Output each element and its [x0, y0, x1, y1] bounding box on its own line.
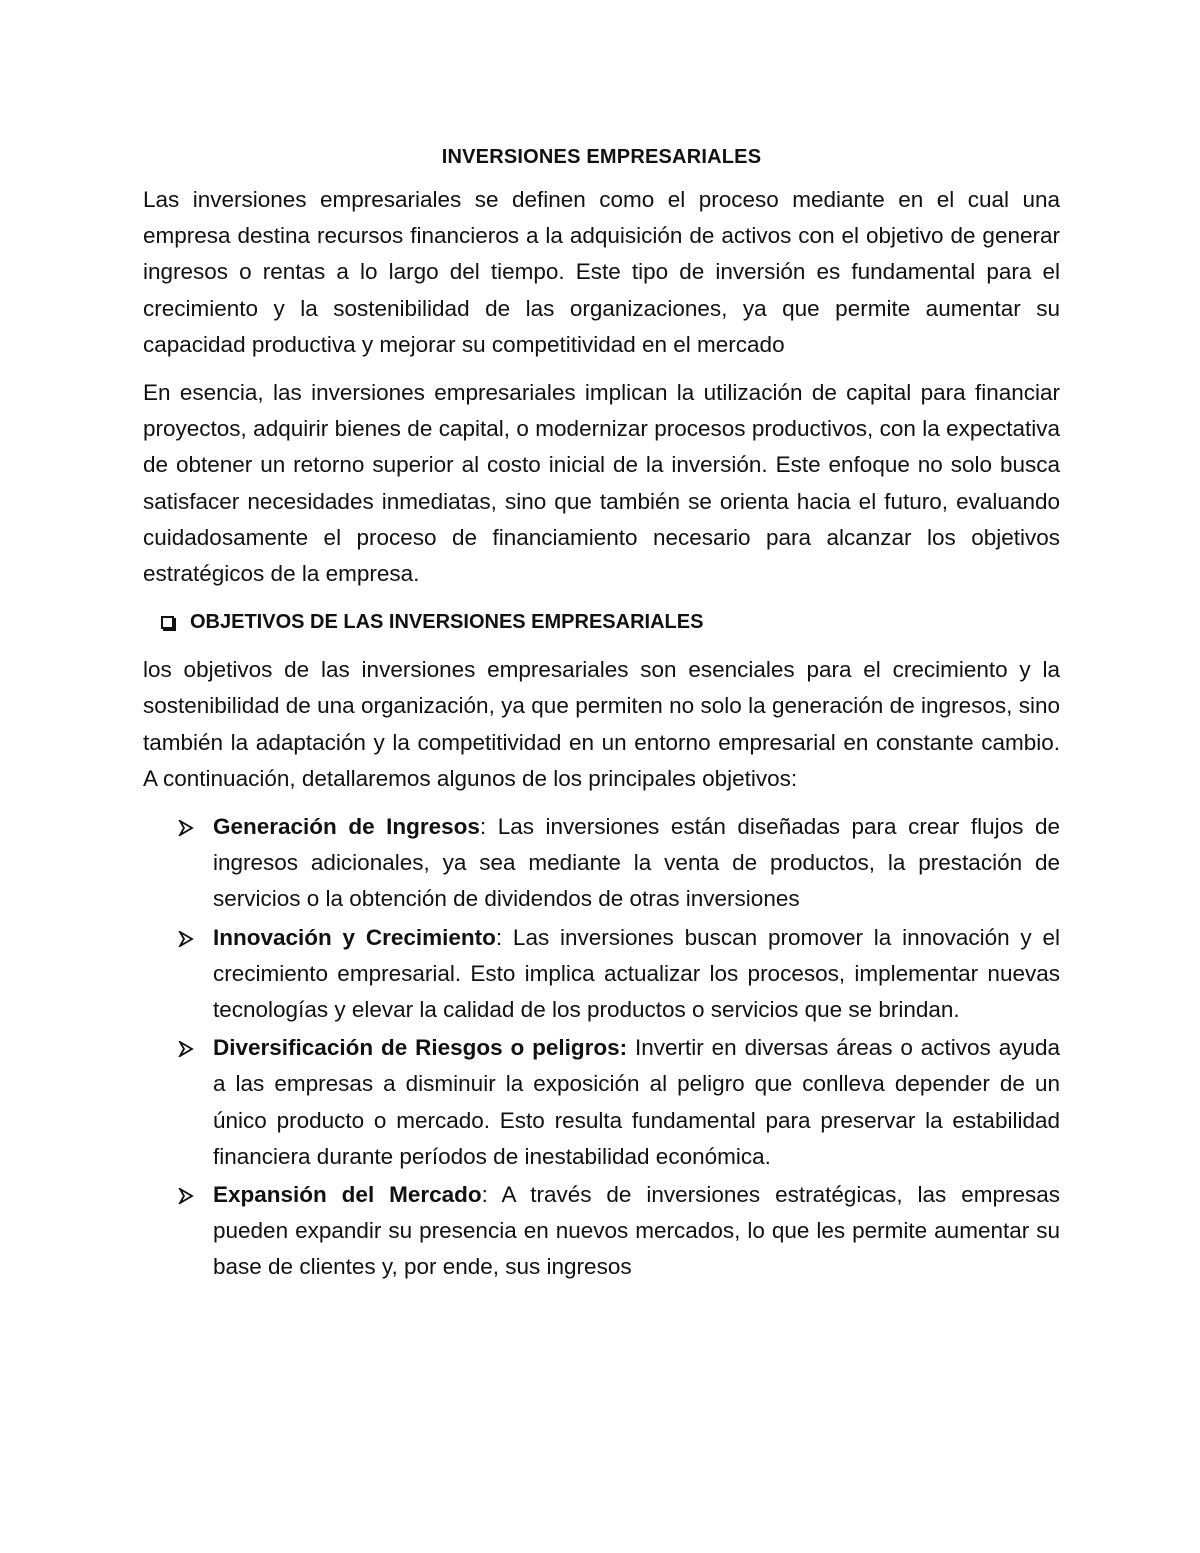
- section-intro-paragraph: los objetivos de las inversiones empresariales son esenciales para el crecimiento y la sostenibilidad de una organización, ya que permiten no solo la generación de ingresos, sino también la adaptación y la competitividad en un entorno empresarial en constante cambio. A continuación, detallaremos algunos de los principales objetivos:: [143, 657, 1060, 791]
- section-heading-objetivos: [161, 604, 1060, 640]
- section-heading-text: OBJETIVOS DE LAS INVERSIONES EMPRESARIALES: [190, 611, 704, 634]
- arrow-bullet-icon: [178, 1188, 194, 1204]
- list-item-term: Expansión del Mercado: [213, 1182, 482, 1208]
- arrow-bullet-icon: [178, 931, 194, 947]
- list-item-term: Innovación y Crecimiento: [213, 924, 496, 950]
- list-item-text: Invertir en diversas áreas o activos ayuda a las empresas a disminuir la exposición al peligro que conlleva depender de un único producto o mercado. Esto resulta fundamental para preservar la estabilidad financiera durante períodos de inestabilidad económica.: [213, 1035, 1060, 1169]
- paragraph-essence: En esencia, las inversiones empresariales implican la utilización de capital para financiar proyectos, adquirir bienes de capital, o modernizar procesos productivos, con la expectativa de obtener un retorno superior al costo inicial de la inversión. Este enfoque no solo busca satisfacer necesidades inmediatas, sino que también se orienta hacia el futuro, evaluando cuidadosamente el proceso de financiamiento necesario para alcanzar los objetivos estratégicos de la empresa.: [143, 380, 1060, 587]
- list-item: [143, 920, 1060, 1029]
- list-item: [143, 1177, 1060, 1286]
- list-item-term: Diversificación de Riesgos o peligros:: [213, 1035, 628, 1061]
- list-item: [143, 1030, 1060, 1175]
- document-body: [143, 140, 1060, 1288]
- list-item-text: : Las inversiones buscan promover la innovación y el crecimiento empresarial. Esto implica actualizar los procesos, implementar nuevas tecnologías y elevar la calidad de los productos o servicios que se brindan.: [213, 924, 1060, 1023]
- list-item: [143, 809, 1060, 918]
- list-item-term: Generación de Ingresos: [213, 814, 480, 840]
- arrow-bullet-icon: [178, 1041, 194, 1057]
- paragraph-definition: Las inversiones empresariales se definen como el proceso mediante en el cual una empresa destina recursos financieros a la adquisición de activos con el objetivo de generar ingresos o rentas a lo largo del tiempo. Este tipo de inversión es fundamental para el crecimiento y la sostenibilidad de las organizaciones, ya que permite aumentar su capacidad productiva y mejorar su competitividad en el mercado: [143, 187, 1060, 357]
- checkbox-icon: [161, 616, 174, 629]
- objectives-list: [143, 809, 1060, 1286]
- document-title: INVERSIONES EMPRESARIALES: [441, 146, 762, 168]
- list-item-text: : A través de inversiones estratégicas, las empresas pueden expandir su presencia en nuevos mercados, lo que les permite aumentar su base de clientes y, por ende, sus ingresos: [213, 1182, 1060, 1280]
- arrow-bullet-icon: [178, 820, 194, 836]
- list-item-text: : Las inversiones están diseñadas para crear flujos de ingresos adicionales, ya sea mediante la venta de productos, la prestación de servicios o la obtención de dividendos de otras inversiones: [213, 814, 1060, 912]
